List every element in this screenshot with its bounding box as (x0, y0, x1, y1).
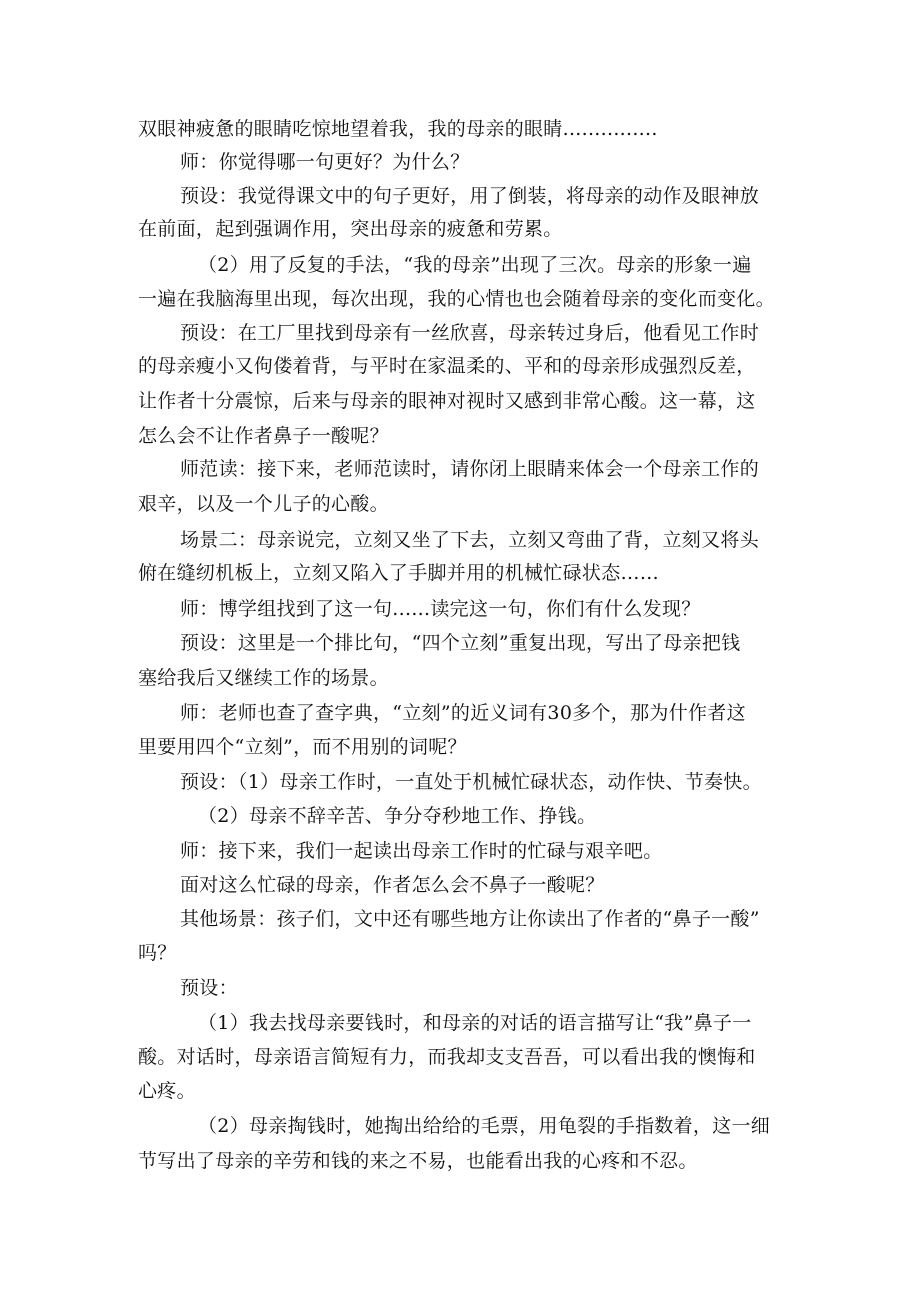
text-line: 师：老师也查了查字典，“立刻”的近义词有30多个，那为什作者这 (180, 702, 746, 724)
text-line: 里要用四个“立刻”，而不用别的词呢？ (138, 736, 467, 758)
text-line: 一遍在我脑海里出现，每次出现，我的心情也也会随着母亲的变化而变化。 (138, 288, 775, 310)
text-line: 心疼。 (138, 1080, 196, 1102)
text-line: 吗？ (138, 942, 177, 964)
text-line: 怎么会不让作者鼻子一酸呢？ (138, 425, 389, 447)
text-line: 艰辛，以及一个儿子的心酸。 (138, 493, 389, 515)
text-line: 节写出了母亲的辛劳和钱的来之不易，也能看出我的心疼和不忍。 (138, 1150, 698, 1172)
text-line: 师：你觉得哪一句更好？为什么？ (180, 151, 470, 173)
text-line: 预设： (180, 977, 238, 999)
text-line: （2）用了反复的手法，“我的母亲”出现了三次。母亲的形象一遍 (198, 254, 752, 276)
text-line: 其他场景：孩子们，文中还有哪些地方让你读出了作者的“鼻子一酸” (180, 908, 760, 930)
text-line: 预设：在工厂里找到母亲有一丝欣喜，母亲转过身后，他看见工作时 (180, 322, 760, 344)
text-line: 在前面，起到强调作用，突出母亲的疲惫和劳累。 (138, 218, 563, 240)
text-line: （2）母亲掏钱时，她掏出给给的毛票，用龟裂的手指数着，这一细 (198, 1115, 771, 1137)
text-line: 面对这么忙碌的母亲，作者怎么会不鼻子一酸呢？ (180, 874, 605, 896)
text-line: 的母亲瘦小又佝偻着背，与平时在家温柔的、平和的母亲形成强烈反差， (138, 355, 756, 377)
text-line: 师：接下来，我们一起读出母亲工作时的忙碌与艰辛吧。 (180, 840, 663, 862)
text-line: （2）母亲不辞辛苦、争分夺秒地工作、挣钱。 (198, 805, 597, 827)
text-line: 预设：我觉得课文中的句子更好，用了倒装，将母亲的动作及眼神放 (180, 185, 760, 207)
text-line: 师：博学组找到了这一句......读完这一句，你们有什么发现？ (180, 598, 701, 620)
text-line: 双眼神疲惫的眼睛吃惊地望着我，我的母亲的眼睛............... (138, 118, 658, 140)
text-line: 预设：（1）母亲工作时，一直处于机械忙碌状态，动作快、节奏快。 (180, 771, 762, 793)
text-line: （1）我去找母亲要钱时，和母亲的对话的语言描写让“我”鼻子一 (198, 1012, 752, 1034)
text-line: 师范读：接下来，老师范读时，请你闭上眼睛来体会一个母亲工作的 (180, 458, 760, 480)
text-line: 塞给我后又继续工作的场景。 (138, 667, 389, 689)
text-line: 预设：这里是一个排比句，“四个立刻”重复出现，写出了母亲把钱 (180, 632, 741, 654)
text-line: 场景二：母亲说完，立刻又坐了下去，立刻又弯曲了背，立刻又将头 (180, 529, 760, 551)
text-line: 让作者十分震惊，后来与母亲的眼神对视时又感到非常心酸。这一幕，这 (138, 390, 756, 412)
text-line: 酸。对话时，母亲语言简短有力，而我却支支吾吾，可以看出我的懊悔和 (138, 1046, 756, 1068)
text-line: 俯在缝纫机板上，立刻又陷入了手脚并用的机械忙碌状态…… (138, 562, 660, 584)
